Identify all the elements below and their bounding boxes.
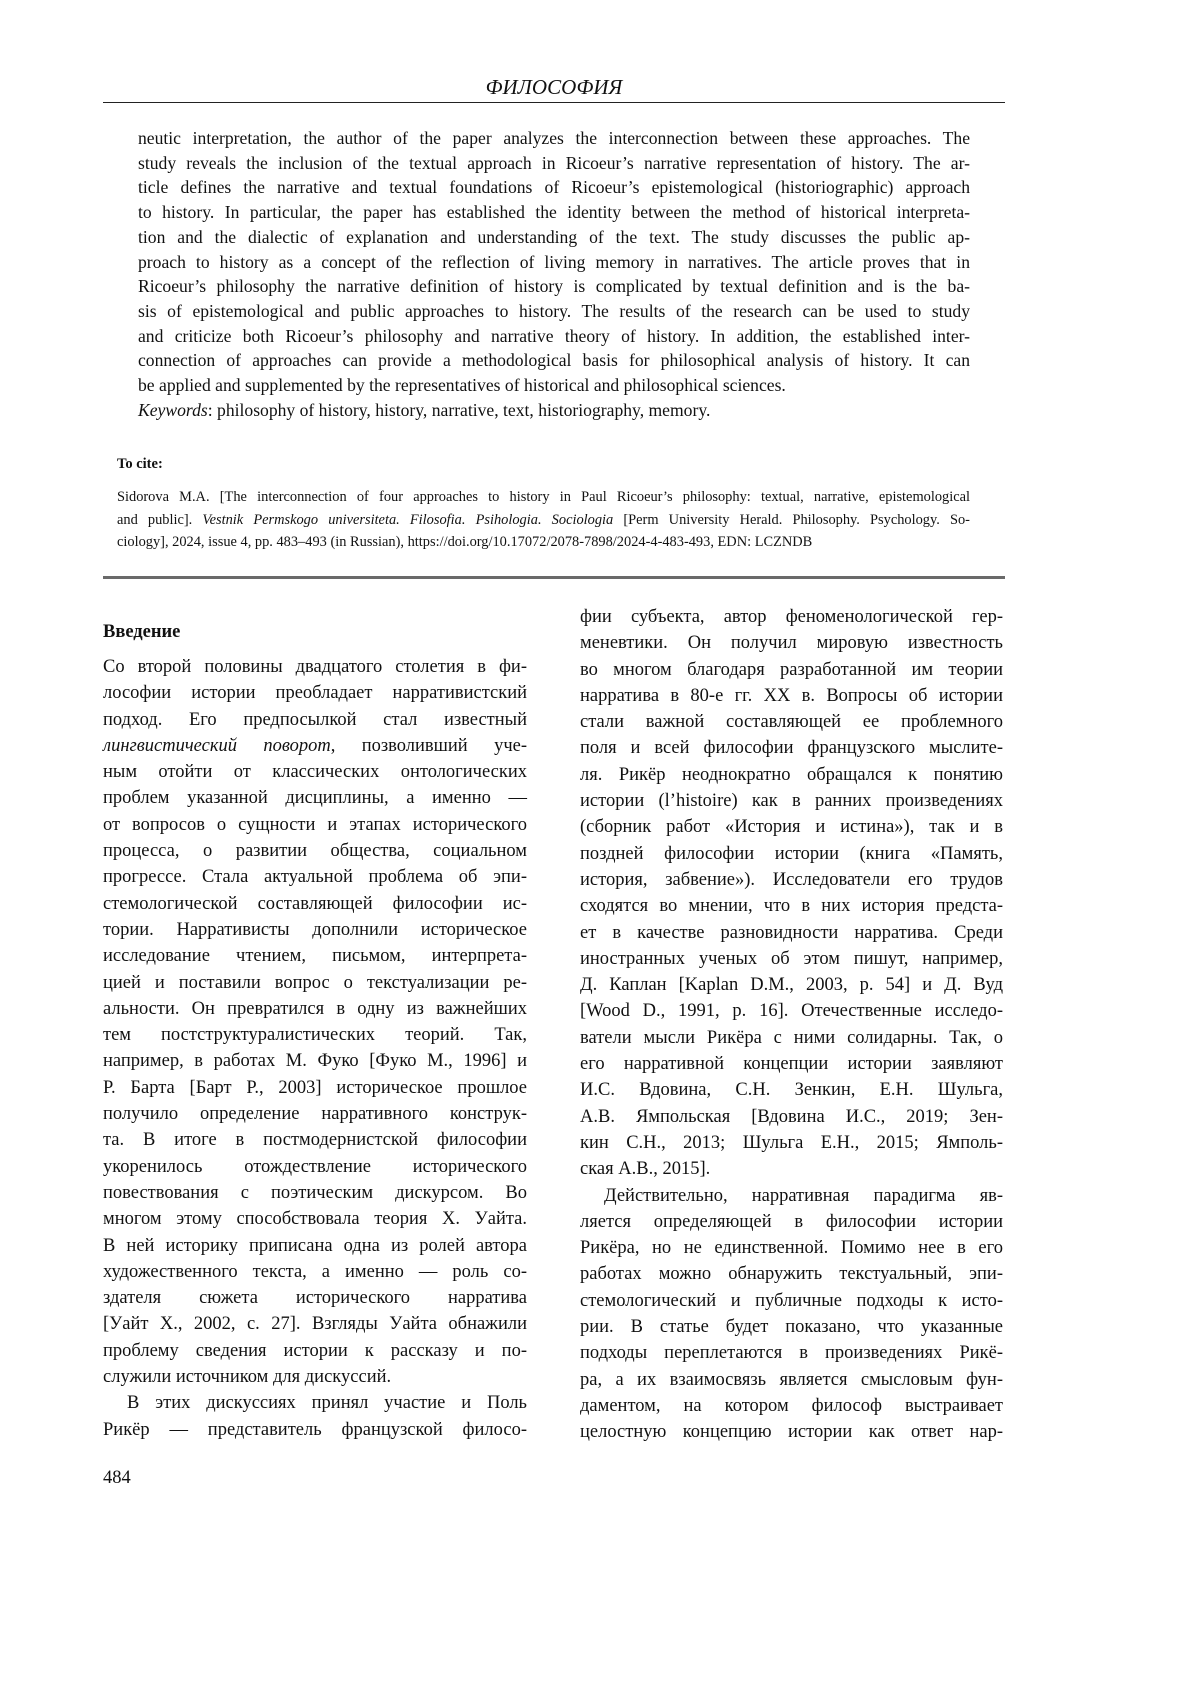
text-line: ciology], 2024, issue 4, pp. 483–493 (in Russian), https://doi.org/10.17072/2078-7898/2024-4-483-493, EDN: LCZNDB <box>117 531 970 554</box>
text-line: поля и всей философии французского мыслите- <box>580 735 1003 761</box>
text-line: ticle defines the narrative and textual foundations of Ricoeur’s epistemological (historiographic) approach <box>138 175 970 200</box>
text-line: история, забвение»). Исследователи его трудов <box>580 867 1003 893</box>
text-line: [Уайт Х., 2002, с. 27]. Взгляды Уайта обнажили <box>103 1311 527 1337</box>
text-line: ет в качестве разновидности нарратива. Среди <box>580 920 1003 946</box>
to-cite-label: To cite: <box>117 456 163 473</box>
text-line: Д. Каплан [Kaplan D.M., 2003, p. 54] и Д. Вуд <box>580 972 1003 998</box>
text-line: ская А.В., 2015]. <box>580 1156 1003 1182</box>
text-line: Ricoeur’s philosophy the narrative definition of history is complicated by textual definition and is the ba- <box>138 274 970 299</box>
text-line: (сборник работ «История и истина»), так и в <box>580 814 1003 840</box>
text-line: tion and the dialectic of explanation and understanding of the text. The study discusses the public ap- <box>138 225 970 250</box>
text-line: меневтики. Он получил мировую известность <box>580 630 1003 656</box>
text-line: стали важной составляющей ее проблемного <box>580 709 1003 735</box>
running-title: ФИЛОСОФИЯ <box>103 72 1005 102</box>
text-segment: and public]. <box>117 512 202 528</box>
italic-text: лингвистический поворот <box>103 736 331 756</box>
text-segment: : philosophy of history, history, narrative, text, historiography, memory. <box>208 400 711 420</box>
text-line: служили источником для дискуссий. <box>103 1364 527 1390</box>
text-line: лософии истории преобладает нарративистский <box>103 680 527 706</box>
text-line: Sidorova M.A. [The interconnection of four approaches to history in Paul Ricoeur’s philosophy: textual, narrative, epistemological <box>117 486 970 509</box>
text-line: от вопросов о сущности и этапах исторического <box>103 812 527 838</box>
text-line: стемологический и публичные подходы к исто- <box>580 1288 1003 1314</box>
text-line: истории (l’histoire) как в ранних произведениях <box>580 788 1003 814</box>
text-line: даментом, на котором философ выстраивает <box>580 1393 1003 1419</box>
text-line: здателя сюжета исторического нарратива <box>103 1285 527 1311</box>
text-line: Со второй половины двадцатого столетия в фи- <box>103 654 527 680</box>
text-line: во многом благодаря разработанной им теории <box>580 657 1003 683</box>
abstract-text <box>138 126 970 422</box>
text-line: стемологической составляющей философии ис- <box>103 891 527 917</box>
text-line: proach to history as a concept of the reflection of living memory in narratives. The article proves that in <box>138 250 970 275</box>
text-line: целостную концепцию истории как ответ нар- <box>580 1419 1003 1445</box>
text-line: исследование чтением, письмом, интерпрета- <box>103 943 527 969</box>
text-line: В ней историку приписана одна из ролей автора <box>103 1233 527 1259</box>
text-line: фии субъекта, автор феноменологической гер- <box>580 604 1003 630</box>
text-line: Рикёр — представитель французской филосо- <box>103 1417 527 1443</box>
text-line: ляется определяющей в философии истории <box>580 1209 1003 1235</box>
text-line: его нарративной концепции истории заявляют <box>580 1051 1003 1077</box>
text-segment: , позволивший уче- <box>331 736 527 756</box>
text-line: нарратива в 80-е гг. XX в. Вопросы об истории <box>580 683 1003 709</box>
section-heading-introduction: Введение <box>103 619 180 645</box>
section-divider <box>103 576 1005 579</box>
citation-text <box>117 486 970 554</box>
text-line: [Wood D., 1991, p. 16]. Отечественные исследо- <box>580 998 1003 1024</box>
text-line: be applied and supplemented by the representatives of historical and philosophical sciences. <box>138 373 970 398</box>
text-line: тории. Нарративисты дополнили историческое <box>103 917 527 943</box>
text-line: study reveals the inclusion of the textual approach in Ricoeur’s narrative representation of history. The ar- <box>138 151 970 176</box>
text-line: ным отойти от классических онтологических <box>103 759 527 785</box>
text-line: работах можно обнаружить текстуальный, эпи- <box>580 1261 1003 1287</box>
text-line: процесса, о развитии общества, социальном <box>103 838 527 864</box>
text-line: художественного текста, а именно — роль со- <box>103 1259 527 1285</box>
text-line: to history. In particular, the paper has established the identity between the method of historical interpreta- <box>138 200 970 225</box>
text-line: получило определение нарративного конструк- <box>103 1101 527 1127</box>
text-line: рии. В статье будет показано, что указанные <box>580 1314 1003 1340</box>
body-column-right <box>580 604 1003 1446</box>
text-line: поздней философии истории (книга «Память, <box>580 841 1003 867</box>
text-line: sis of epistemological and public approaches to history. The results of the research can be used to study <box>138 299 970 324</box>
text-line: and criticize both Ricoeur’s philosophy and narrative theory of history. In addition, the established inter- <box>138 324 970 349</box>
text-line: В этих дискуссиях принял участие и Поль <box>103 1390 527 1416</box>
text-line: Р. Барта [Барт Р., 2003] историческое прошлое <box>103 1075 527 1101</box>
text-line: повествования с поэтическим дискурсом. Во <box>103 1180 527 1206</box>
text-line: А.В. Ямпольская [Вдовина И.С., 2019; Зен- <box>580 1104 1003 1130</box>
text-line: проблему сведения истории к рассказу и по- <box>103 1338 527 1364</box>
text-line: подход. Его предпосылкой стал известный <box>103 707 527 733</box>
text-line <box>117 509 970 532</box>
italic-text: Vestnik Permskogo universiteta. Filosofia. Psihologia. Sociologia <box>202 512 613 528</box>
text-line: многом этому способствовала теория Х. Уайта. <box>103 1206 527 1232</box>
text-line: иностранных ученых об этом пишут, например, <box>580 946 1003 972</box>
text-line: connection of approaches can provide a methodological basis for philosophical analysis of history. It can <box>138 348 970 373</box>
text-line: укоренилось отождествление исторического <box>103 1154 527 1180</box>
italic-text: Keywords <box>138 400 208 420</box>
text-line: neutic interpretation, the author of the paper analyzes the interconnection between these approaches. The <box>138 126 970 151</box>
text-segment: [Perm University Herald. Philosophy. Psychology. So- <box>613 512 970 528</box>
text-line <box>138 398 970 423</box>
text-line: ля. Рикёр неоднократно обращался к понятию <box>580 762 1003 788</box>
text-line: проблем указанной дисциплины, а именно — <box>103 785 527 811</box>
text-line: прогрессе. Стала актуальной проблема об эпи- <box>103 864 527 890</box>
text-line: например, в работах М. Фуко [Фуко М., 1996] и <box>103 1048 527 1074</box>
text-line: тем постструктуралистических теорий. Так, <box>103 1022 527 1048</box>
text-line: та. В итоге в постмодернистской философии <box>103 1127 527 1153</box>
text-line: цией и поставили вопрос о текстуализации ре- <box>103 970 527 996</box>
body-column-left <box>103 654 527 1443</box>
text-line: ра, а их взаимосвязь является смысловым фун- <box>580 1367 1003 1393</box>
page-number: 484 <box>103 1465 131 1491</box>
text-line: подходы переплетаются в произведениях Рикё- <box>580 1340 1003 1366</box>
text-line: сходятся во мнении, что в них история предста- <box>580 893 1003 919</box>
text-line: альности. Он превратился в одну из важнейших <box>103 996 527 1022</box>
text-line: ватели мысли Рикёра с ними солидарны. Так, о <box>580 1025 1003 1051</box>
text-line: кин С.Н., 2013; Шульга Е.Н., 2015; Ямполь- <box>580 1130 1003 1156</box>
text-line: И.С. Вдовина, С.Н. Зенкин, Е.Н. Шульга, <box>580 1077 1003 1103</box>
text-line <box>103 733 527 759</box>
header-rule <box>103 102 1005 103</box>
text-line: Рикёра, но не единственной. Помимо нее в его <box>580 1235 1003 1261</box>
text-line: Действительно, нарративная парадигма яв- <box>580 1183 1003 1209</box>
